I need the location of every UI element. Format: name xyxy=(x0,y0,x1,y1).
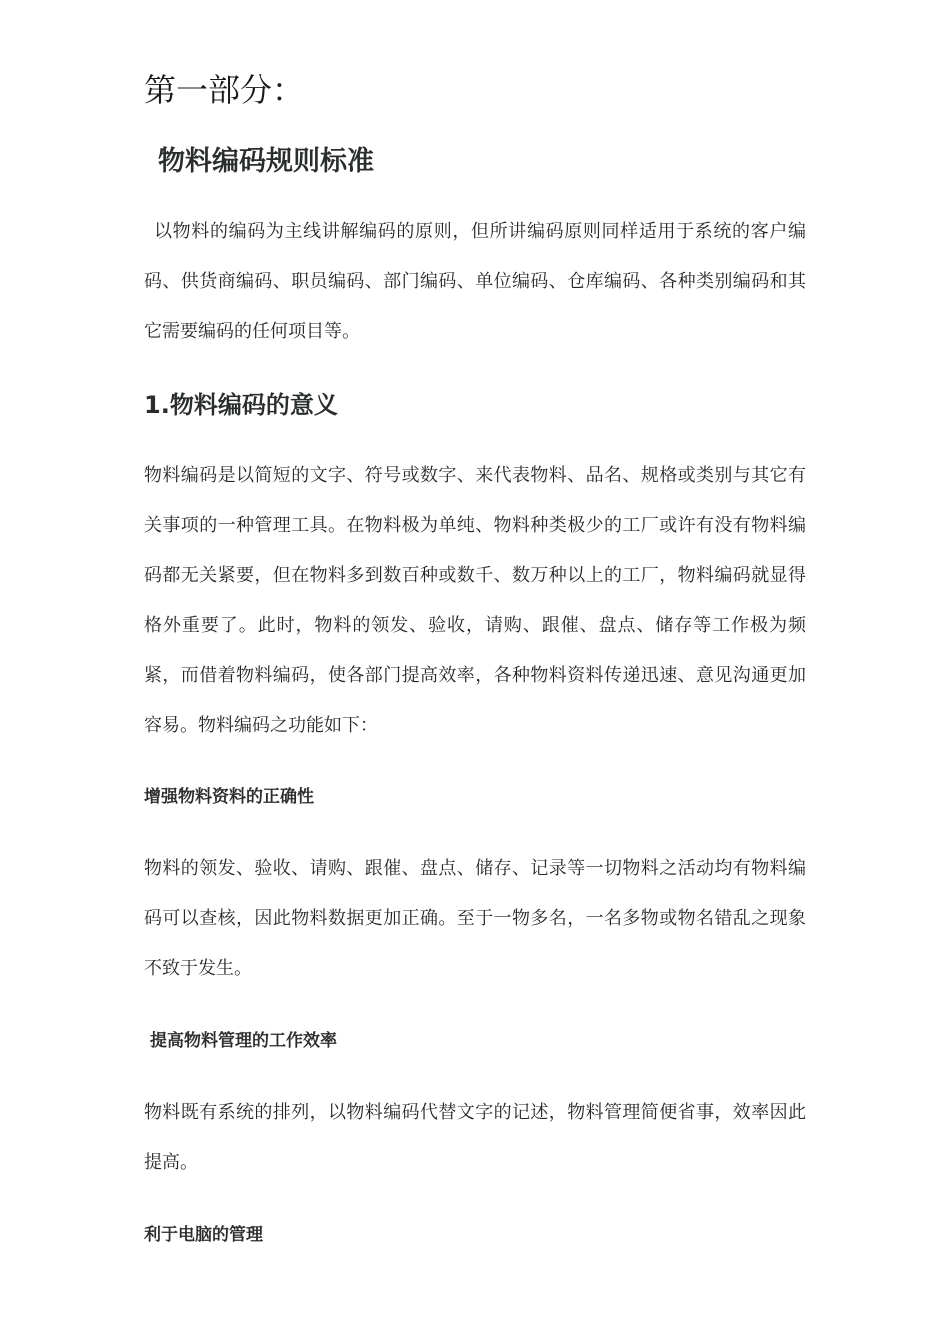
paragraph-efficiency: 物料既有系统的排列，以物料编码代替文字的记述，物料管理简便省事，效率因此提高。 xyxy=(144,1102,806,1173)
part-title: 第一部分： xyxy=(144,71,305,109)
section-heading-meaning: 1.物料编码的意义 xyxy=(144,391,338,419)
paragraph-accuracy: 物料的领发、验收、请购、跟催、盘点、储存、记录等一切物料之活动均有物料编码可以查核，因此物料数据更加正确。至于一物多名，一名多物或物名错乱之现象不致于发生。 xyxy=(144,858,806,979)
subheading-accuracy: 增强物料资料的正确性 xyxy=(144,787,314,807)
subheading-efficiency: 提高物料管理的工作效率 xyxy=(150,1031,337,1051)
section-body-meaning: 物料编码是以简短的文字、符号或数字、来代表物料、品名、规格或类别与其它有关事项的一种管理工具。在物料极为单纯、物料种类极少的工厂或许有没有物料编码都无关紧要，但在物料多到数百种或数千、数万种以上的工厂，物料编码就显得格外重要了。此时，物料的领发、验收，请购、跟催、盘点、储存等工作极为频紧，而借着物料编码，使各部门提高效率，各种物料资料传递迅速、意见沟通更加容易。物料编码之功能如下： xyxy=(144,465,806,736)
subheading-computer-management: 利于电脑的管理 xyxy=(144,1225,263,1245)
document-title: 物料编码规则标准 xyxy=(158,146,374,177)
intro-paragraph: 以物料的编码为主线讲解编码的原则，但所讲编码原则同样适用于系统的客户编码、供货商编码、职员编码、部门编码、单位编码、仓库编码、各种类别编码和其它需要编码的任何项目等。 xyxy=(144,221,806,342)
